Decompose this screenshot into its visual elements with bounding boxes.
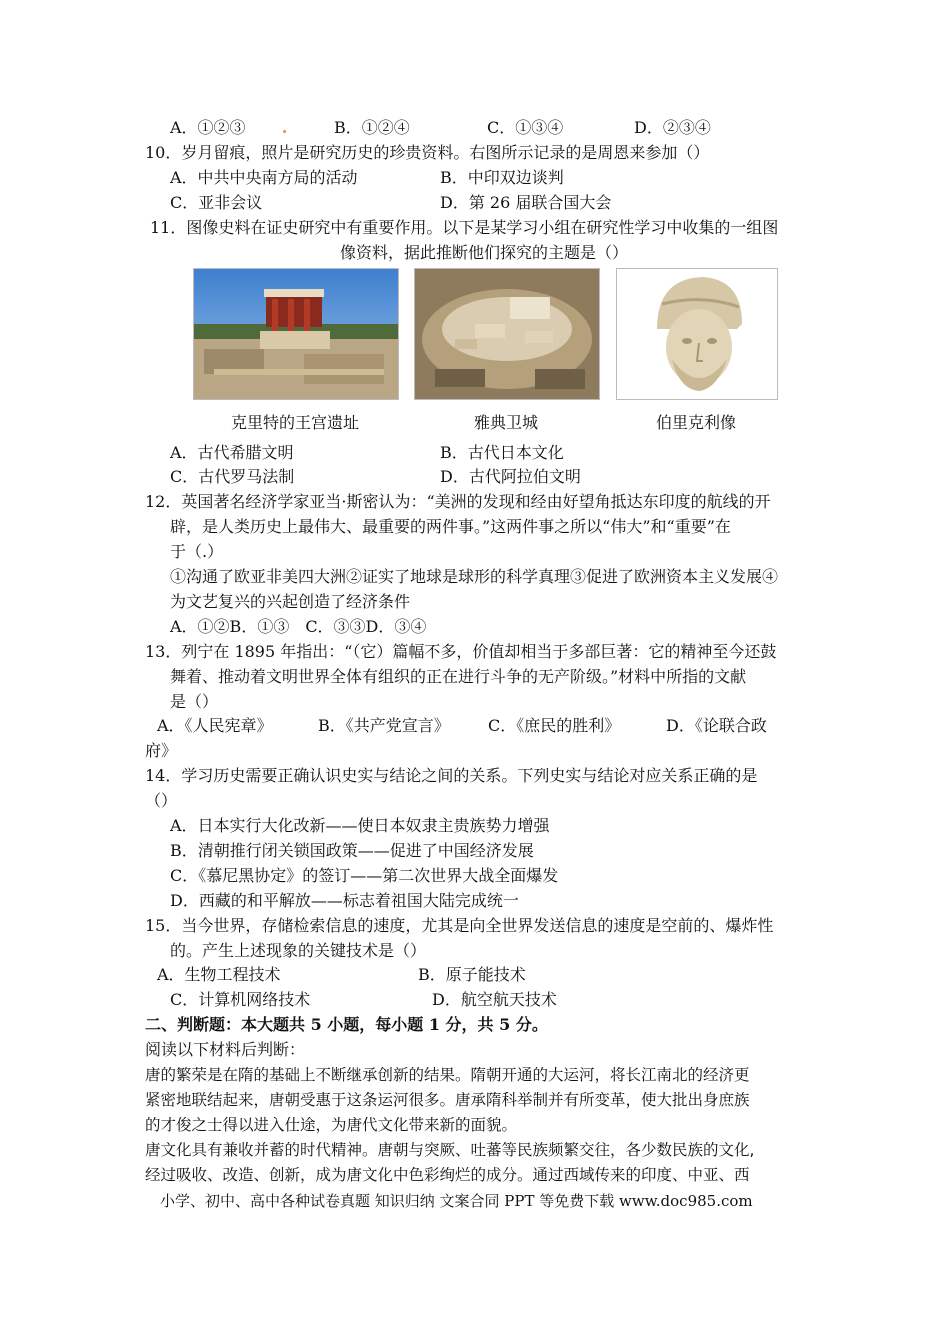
q10-option-a: A．中共中央南方局的活动 — [170, 168, 358, 187]
q12-line3: 于（.） — [170, 542, 224, 561]
q15-option-a: A．生物工程技术 — [157, 965, 281, 984]
page-footer: 小学、初中、高中各种试卷真题 知识归纳 文案合同 PPT 等免费下载 www.doc985.com — [160, 1192, 753, 1210]
q12-line5: 为文艺复兴的兴起创造了经济条件 — [170, 592, 411, 611]
caption-knossos: 克里特的王宫遗址 — [230, 413, 359, 432]
q14-option-b: B．清朝推行闭关锁国政策——促进了中国经济发展 — [170, 841, 534, 860]
q10-stem: 10．岁月留痕，照片是研究历史的珍贵资料。右图所示记录的是周恩来参加（） — [145, 143, 710, 162]
q11-option-c: C．古代罗马法制 — [170, 467, 295, 486]
q14-option-a: A．日本实行大化改新——使日本奴隶主贵族势力增强 — [170, 816, 550, 835]
q13-option-d-cont: 府》 — [145, 741, 178, 760]
knossos-palace-image — [194, 269, 398, 399]
q12-line2: 辟，是人类历史上最伟大、最重要的两件事。”这两件事之所以“伟大”和“重要”在 — [170, 517, 731, 536]
section2-intro: 阅读以下材料后判断： — [145, 1040, 306, 1059]
section2-para2-line1: 唐文化具有兼收并蓄的时代精神。唐朝与突厥、吐蕃等民族频繁交往，各少数民族的文化, — [145, 1141, 755, 1159]
q11-stem-line1: 11．图像史料在证史研究中有重要作用。以下是某学习小组在研究性学习中收集的一组图 — [150, 218, 779, 237]
stray-dot — [283, 130, 286, 133]
section2-para1-line2: 紧密地联结起来，唐朝受惠于这条运河很多。唐承隋科举制并有所变革，使大批出身庶族 — [145, 1091, 750, 1109]
q14-option-d: D．西藏的和平解放——标志着祖国大陆完成统一 — [170, 891, 519, 910]
q15-line1: 15．当今世界，存储检索信息的速度，尤其是向全世界发送信息的速度是空前的、爆炸性 — [145, 916, 774, 935]
section2-para1-line3: 的才俊之士得以进入仕途，为唐代文化带来新的面貌。 — [145, 1116, 518, 1134]
q15-option-b: B．原子能技术 — [418, 965, 526, 984]
section2-para2-line2: 经过吸收、改造、创新，成为唐文化中色彩绚烂的成分。通过西域传来的印度、中亚、西 — [145, 1166, 750, 1184]
q11-option-a: A．古代希腊文明 — [170, 443, 294, 462]
acropolis-photo — [414, 268, 600, 400]
q13-option-b: B．《共产党宣言》 — [318, 716, 450, 735]
q10-option-b: B．中印双边谈判 — [440, 168, 564, 187]
pericles-bust-image — [617, 269, 777, 399]
q13-line1: 13．列宁在 1895 年指出：“（它）篇幅不多，价值却相当于多部巨著：它的精神至今还鼓 — [145, 642, 777, 661]
q14-option-c: C．《慕尼黑协定》的签订——第二次世界大战全面爆发 — [170, 866, 559, 885]
caption-pericles: 伯里克利像 — [655, 413, 736, 432]
section2-para1-line1: 唐的繁荣是在隋的基础上不断继承创新的结果。隋朝开通的大运河，将长江南北的经济更 — [145, 1066, 750, 1084]
q13-option-d: D．《论联合政 — [666, 716, 767, 735]
q15-line2: 的。产生上述现象的关键技术是（） — [170, 941, 427, 960]
q13-option-c: C．《庶民的胜利》 — [488, 716, 621, 735]
q9-option-c: C．①③④ — [487, 118, 564, 137]
q11-option-d: D．古代阿拉伯文明 — [440, 467, 581, 486]
q9-option-b: B．①②④ — [334, 118, 410, 137]
q10-option-c: C．亚非会议 — [170, 193, 263, 212]
pericles-bust-photo — [616, 268, 778, 400]
q13-line2: 舞着、推动着文明世界全体有组织的正在进行斗争的无产阶级。”材料中所指的文献 — [170, 667, 747, 686]
q14-line1: 14．学习历史需要正确认识史实与结论之间的关系。下列史实与结论对应关系正确的是 — [145, 766, 758, 785]
q14-line2: （） — [145, 791, 178, 810]
q10-option-d: D．第 26 届联合国大会 — [440, 193, 612, 212]
q15-option-c: C．计算机网络技术 — [170, 990, 311, 1009]
acropolis-image — [415, 269, 599, 399]
q13-option-a: A．《人民宪章》 — [157, 716, 273, 735]
q15-option-d: D．航空航天技术 — [432, 990, 557, 1009]
q12-options: A．①②B．①③ C．③③D．③④ — [170, 617, 427, 636]
section2-title: 二、判断题：本大题共 5 小题，每小题 1 分，共 5 分。 — [145, 1015, 548, 1034]
q9-option-a: A．①②③ — [170, 118, 246, 137]
q9-option-d: D．②③④ — [634, 118, 711, 137]
q13-line3: 是（） — [170, 692, 219, 711]
knossos-palace-photo — [193, 268, 399, 400]
caption-acropolis: 雅典卫城 — [473, 413, 538, 432]
q11-option-b: B．古代日本文化 — [440, 443, 564, 462]
q12-line1: 12．英国著名经济学家亚当·斯密认为：“美洲的发现和经由好望角抵达东印度的航线的开 — [145, 492, 771, 511]
q11-stem-line2: 像资料，据此推断他们探究的主题是（） — [340, 243, 629, 262]
q12-line4: ①沟通了欧亚非美四大洲②证实了地球是球形的科学真理③促进了欧洲资本主义发展④ — [170, 567, 779, 586]
